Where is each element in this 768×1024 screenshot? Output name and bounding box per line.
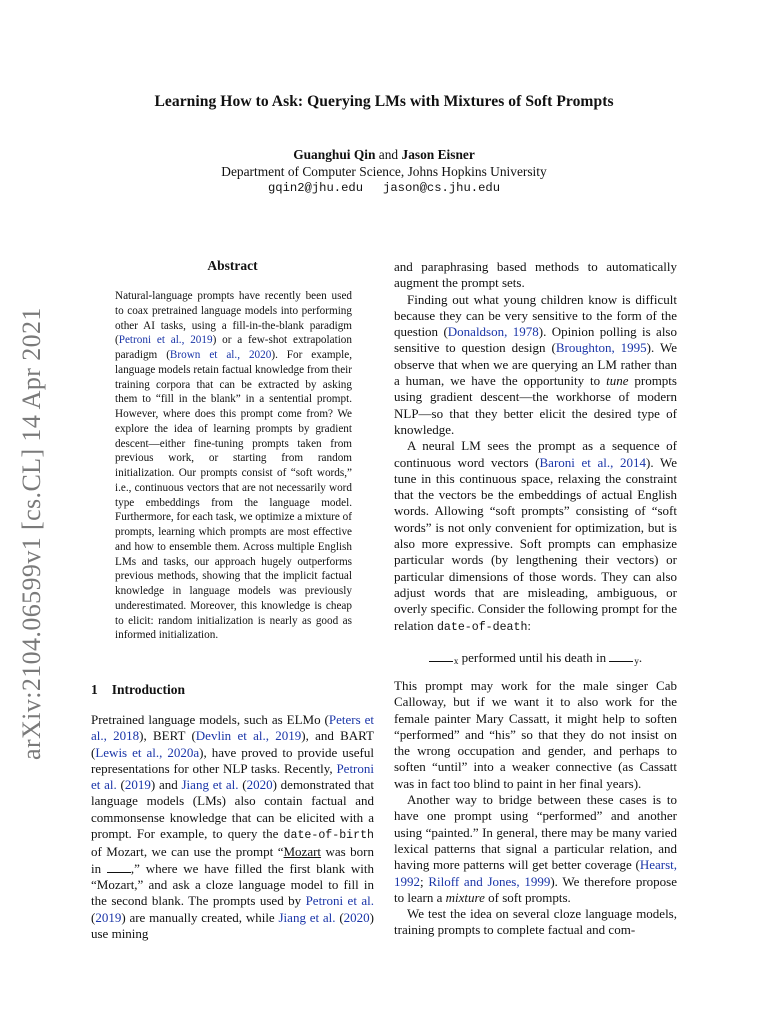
subscript: x	[453, 656, 459, 666]
section-heading-introduction	[91, 682, 185, 698]
citation-link[interactable]: Petroni et al., 2019	[118, 334, 213, 347]
citation-link[interactable]: Broughton, 1995	[555, 340, 647, 356]
paragraph: We test the idea on several cloze language models, training prompts to complete factual and com-	[394, 906, 677, 938]
arxiv-identifier: arXiv:2104.06599v1 [cs.CL] 14 Apr 2021	[17, 307, 46, 760]
author-name: Guanghui Qin	[293, 147, 376, 162]
cloze-blank	[107, 862, 131, 873]
paragraph: and paraphrasing based methods to automatically augment the prompt sets.	[394, 259, 677, 291]
relation-code: date-of-birth	[283, 829, 374, 843]
citation-link[interactable]: Jiang et al.	[181, 777, 239, 793]
citation-link[interactable]: Lewis et al., 2020a	[95, 744, 200, 760]
citation-link[interactable]: Petroni et al.	[305, 893, 374, 909]
email: gqin2@jhu.edu	[267, 181, 364, 195]
citation-link[interactable]: 2019	[124, 777, 151, 793]
paragraph: Finding out what young children know is difficult because they can be very sensitive to the form of the question (Donaldson, 1978). Opinion polling is also sensitive to question design (Broughton, 1995). We observe that when we are querying an LM rather than a human, we have the opportunity to tune prompts using gradient descent—the workhorse of modern NLP—so that they better elicit the desired type of knowledge.	[394, 291, 677, 437]
abstract-heading: Abstract	[207, 258, 258, 273]
subscript: y	[634, 656, 639, 666]
email: jason@cs.jhu.edu	[383, 181, 501, 195]
citation-link[interactable]: Petroni et al.	[91, 760, 374, 793]
prompt-example: $_x$ performed until his death in $_y$.	[394, 650, 677, 666]
right-column-text	[394, 678, 677, 939]
paragraph: This prompt may work for the male singer Cab Calloway, but if we want it to also work for the female painter Mary Cassatt, it might help to soften “performed” and “his” so that they do not insist on the wrong occupation and gender, and perhaps to soften “until” into a weaker connective (as Cassatt was in fact too blind to paint in her final years).	[394, 678, 677, 791]
citation-link[interactable]: Donaldson, 1978	[447, 324, 539, 340]
affiliation: Department of Computer Science, Johns Hopkins University	[221, 164, 547, 179]
author-emails	[0, 180, 768, 197]
author-name: Jason Eisner	[401, 147, 475, 162]
cloze-blank	[429, 651, 453, 662]
citation-link[interactable]: 2020	[246, 777, 273, 793]
citation-link[interactable]: Jiang et al.	[278, 909, 336, 925]
author-conjunction: and	[378, 147, 399, 162]
cloze-blank	[609, 651, 633, 662]
citation-link[interactable]: Devlin et al., 2019	[195, 728, 302, 744]
paragraph: Another way to bridge between these cases is to have one prompt using “performed” and another using “painted.” In general, there may be many varied lexical patterns that signal a particular relation, and having more patterns will get better coverage (Hearst, 1992; Riloff and Jones, 1999). We therefore propose to learn a mixture of soft prompts.	[394, 792, 677, 905]
paper-title: Learning How to Ask: Querying LMs with Mixtures of Soft Prompts	[154, 93, 614, 110]
citation-link[interactable]: Hearst, 1992	[394, 857, 677, 889]
relation-code: date-of-death	[436, 620, 528, 634]
paragraph: A neural LM sees the prompt as a sequence of continuous word vectors (Baroni et al., 2014). We tune in this continuous space, relaxing the constraint that the vectors be the embeddings of actual English words. Allowing “soft prompts” consisting of “soft words” is not only convenient for optimization, but is also more expressive. Soft prompts can emphasize particular words (by lengthening their vectors) or particular dimensions of those words. They can also adjust words that are misleading, ambiguous, or overly specific. Consider the following prompt for the relation date-of-death:	[394, 438, 677, 634]
section-number: 1	[91, 682, 98, 697]
citation-link[interactable]: Peters et al., 2018	[91, 712, 374, 744]
citation-link[interactable]: Riloff and Jones, 1999	[428, 873, 551, 889]
citation-link[interactable]: Baroni et al., 2014	[539, 454, 647, 470]
citation-link[interactable]: 2020	[343, 909, 370, 925]
filled-blank: Mozart	[283, 844, 322, 860]
abstract-text: Natural-language prompts have recently been used to coax pretrained language models into performing other AI tasks, using a fill-in-the-blank paradigm (Petroni et al., 2019) or a few-shot extrapolation paradigm (Brown et al., 2020). For example, language models retain factual knowledge from their training corpora that can be extracted by asking them to “fill in the blank” in a sentential prompt. However, where does this prompt come from? We explore the idea of learning prompts by gradient descent—either fine-tuning prompts taken from previous work, or starting from random initialization. Our prompts consist of “soft words,” i.e., continuous vectors that are not necessarily word type embeddings from the language model. Furthermore, for each task, we optimize a mixture of prompts, learning which prompts are most effective and how to ensemble them. Across multiple English LMs and tasks, our approach hugely outperforms previous methods, showing that the implicit factual knowledge in language models was previously underestimated. Moreover, this knowledge is cheap to elicit: random initialization is nearly as good as informed initialization.	[115, 290, 352, 642]
right-column-text	[394, 259, 677, 636]
intro-paragraph: Pretrained language models, such as ELMo (Peters et al., 2018), BERT (Devlin et al., 2019), and BART (Lewis et al., 2020a), have proved to provide useful representations for other NLP tasks. Recently, Petroni et al. (2019) and Jiang et al. (2020) demonstrated that language models (LMs) also contain factual and commonsense knowledge that can be elicited with a prompt. For example, to query the date-of-birth of Mozart, we can use the prompt “Mozart was born in ,” where we have filled the first blank with “Mozart,” and ask a cloze language model to fill in the second blank. The prompts used by Petroni et al. (2019) are manually created, while Jiang et al. (2020) use mining	[91, 712, 375, 941]
section-title: Introduction	[111, 682, 186, 697]
author-block	[0, 146, 768, 197]
citation-link[interactable]: 2019	[95, 909, 122, 925]
citation-link[interactable]: Brown et al., 2020	[169, 349, 272, 361]
author-names	[0, 146, 768, 163]
